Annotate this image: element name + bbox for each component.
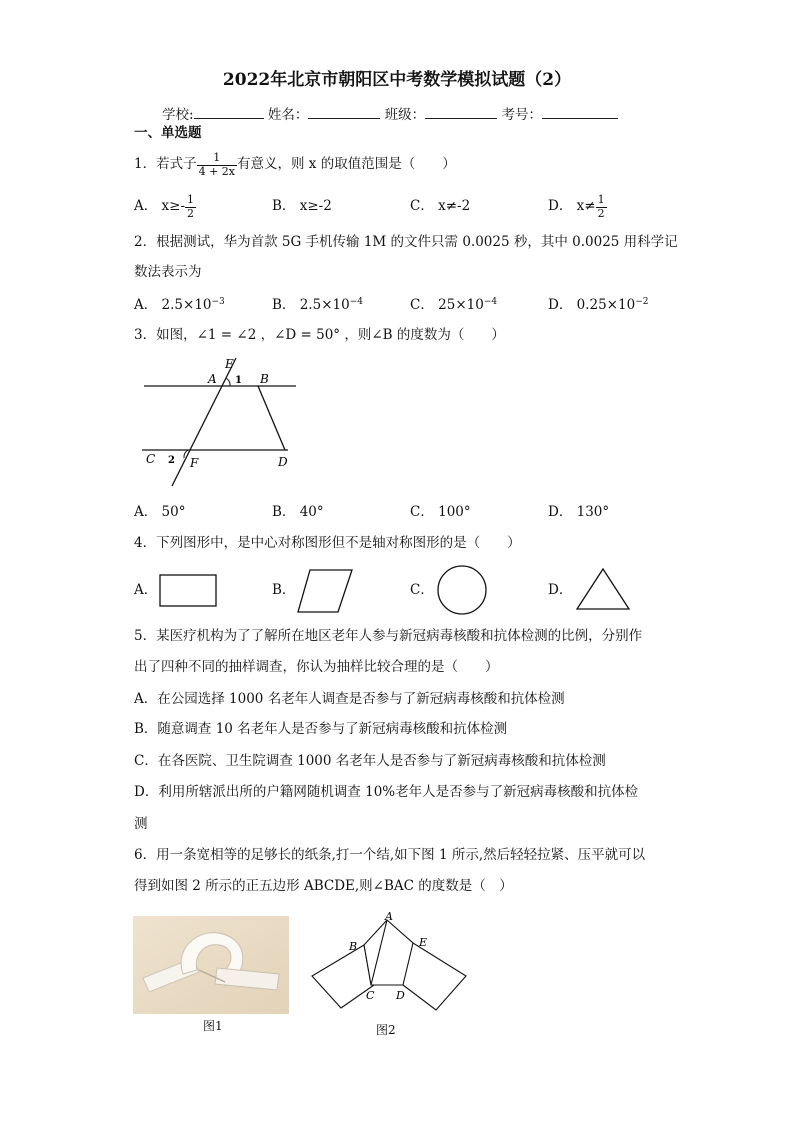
option-exponent: −2 [635,297,649,307]
option-label: D． [548,297,573,313]
school-field[interactable] [194,106,264,119]
q5-option-c[interactable]: C．在各医院、卫生院调查 1000 名老年人是否参与了新冠病毒核酸和抗体检测 [134,753,606,769]
option-exponent: −4 [349,297,363,307]
number-field[interactable] [542,106,618,119]
q6-stem-line2: 得到如图 2 所示的正五边形 ABCDE,则∠BAC 的度数是（ ） [134,878,513,894]
q4-stem: 4．下列图形中，是中心对称图形但不是轴对称图形的是（ ） [134,535,521,551]
q5-option-d[interactable]: D．利用所辖派出所的户籍网随机调查 10%老年人是否参与了新冠病毒核酸和抗体检 [134,784,639,800]
q5-option-b[interactable]: B．随意调查 10 名老年人是否参与了新冠病毒核酸和抗体检测 [134,721,508,737]
q6-stem-line1: 6．用一条宽相等的足够长的纸条,打一个结,如下图 1 所示,然后轻轻拉紧、压平就可以 [134,847,646,863]
option-exponent: −3 [211,297,225,307]
q2-option-c[interactable] [410,298,497,313]
circle-shape-icon[interactable] [436,564,488,616]
class-field[interactable] [425,106,497,119]
frac-den: 2 [187,206,195,220]
q4-option-b-label[interactable]: B． [272,582,296,598]
frac-den: 2 [597,206,605,220]
option-base: 0.25×10 [576,297,636,313]
school-label: 学校: [162,107,194,123]
point-label-e: E [419,936,428,949]
q4-option-c-label[interactable]: C． [410,582,434,598]
option-base: 2.5×10 [161,297,212,313]
q5-option-d-cont: 测 [134,816,148,832]
q5-stem-line2: 出了四种不同的抽样调查，你认为抽样比较合理的是（ ） [134,659,499,675]
q1-a-fraction [185,194,196,220]
q3-option-b[interactable]: B． 40° [272,504,324,520]
option-text: x≠ [576,198,596,215]
name-field[interactable] [308,106,380,119]
option-base: 2.5×10 [299,297,350,313]
option-label: C． [410,297,434,313]
section-heading: 一、单选题 [134,125,202,141]
q4-option-d-label[interactable]: D． [548,582,573,598]
q1-text-post: 有意义，则 x 的取值范围是（ ） [237,156,456,173]
page-title: 2022年北京市朝阳区中考数学模拟试题（2） [222,70,572,90]
q2-option-a[interactable] [134,298,225,313]
q4-option-a-label[interactable]: A． [134,582,158,598]
option-base: 25×10 [438,297,484,313]
number-label: 考号： [501,107,542,123]
point-label-c: C [146,452,156,466]
figure-2-caption: 图2 [376,1023,396,1037]
q1-option-d[interactable] [548,193,607,221]
q5-option-a[interactable]: A．在公园选择 1000 名老年人调查是否参与了新冠病毒核酸和抗体检测 [134,691,565,707]
option-label: A． [134,297,158,313]
q3-option-a[interactable]: A． 50° [134,504,186,520]
parallelogram-shape-icon[interactable] [296,567,354,615]
q2-option-d[interactable] [548,298,648,313]
point-label-d: D [278,455,288,469]
q1-option-c[interactable]: C． x≠-2 [410,198,471,214]
angle-label-1: 1 [235,375,242,386]
frac-num: 1 [597,192,605,206]
point-label-a: A [208,372,217,386]
triangle-shape-icon[interactable] [575,566,631,612]
q1-text-pre: 1．若式子 [134,156,197,173]
q3-stem: 3．如图，∠1 = ∠2 ，∠D = 50° ，则∠B 的度数为（ ） [134,327,505,343]
figure-1-caption: 图1 [203,1019,223,1033]
paper-knot-photo [133,916,289,1014]
q1-fraction [197,152,237,178]
q1-stem [134,147,456,183]
q2-option-b[interactable] [272,298,363,313]
q3-option-d[interactable]: D． 130° [548,504,610,520]
q1-option-b[interactable]: B． x≥-2 [272,198,332,214]
name-label: 姓名： [267,107,309,123]
q3-option-c[interactable]: C． 100° [410,504,471,520]
q1-frac-num: 1 [197,152,237,166]
point-label-b: B [349,940,358,953]
q1-d-fraction [596,194,607,220]
q1-option-a[interactable] [134,193,196,221]
option-label: B． [272,297,296,313]
point-label-b: B [260,372,269,386]
info-row [162,106,618,123]
frac-num: 1 [187,192,195,206]
point-label-e: E [225,357,234,371]
angle-label-2: 2 [168,455,175,466]
point-label-a: A [385,910,393,923]
point-label-d: D [396,989,405,1002]
option-label: D． [548,198,573,215]
class-label: 班级： [384,107,426,123]
rectangle-shape-icon[interactable] [158,573,220,609]
q2-stem-line2: 数法表示为 [134,264,202,280]
q3-figure [138,352,298,492]
option-exponent: −4 [483,297,498,307]
option-label: A． [134,198,158,215]
point-label-f: F [190,456,199,470]
q5-stem-line1: 5．某医疗机构为了了解所在地区老年人参与新冠病毒核酸和抗体检测的比例，分别作 [134,628,643,644]
q1-frac-den: 4 + 2x [198,164,236,178]
point-label-c: C [366,989,375,1002]
q2-stem-line1: 2．根据测试，华为首款 5G 手机传输 1M 的文件只需 0.0025 秒，其中 0.0025 用科学记 [134,234,678,250]
option-text: x≥- [161,198,186,215]
pentagon-knot-diagram [308,908,470,1018]
